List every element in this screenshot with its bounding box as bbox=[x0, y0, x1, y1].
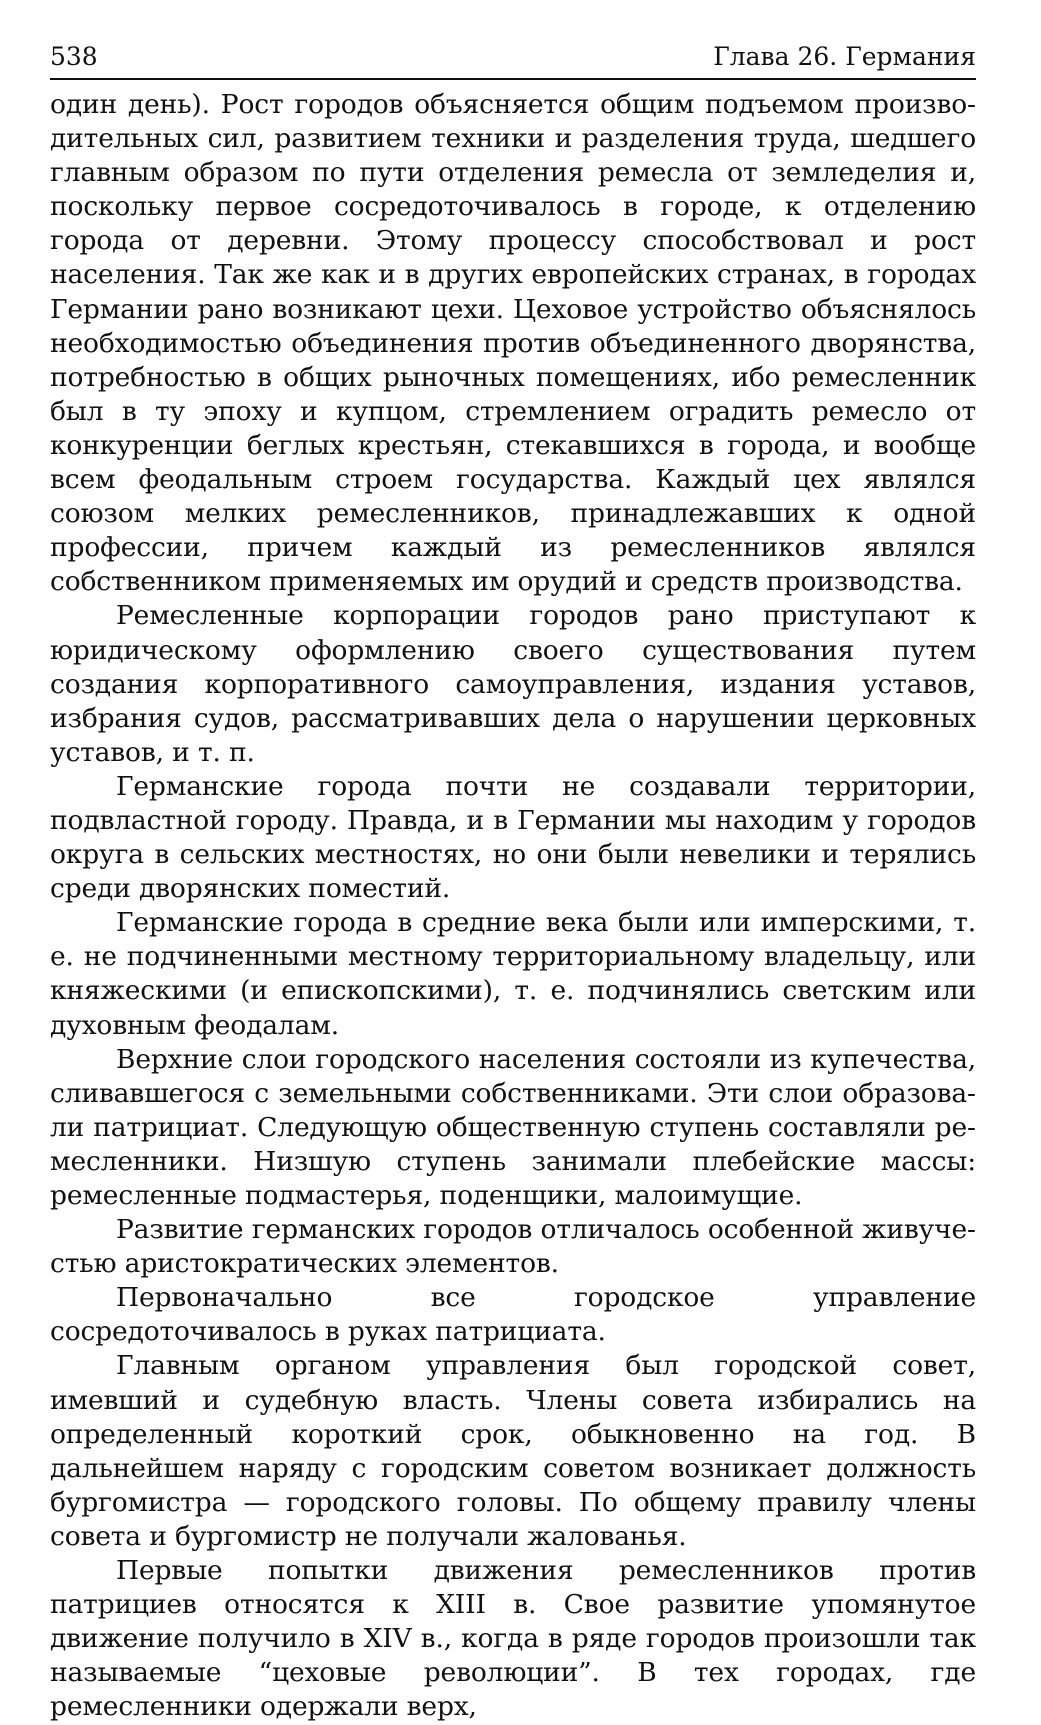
page-number: 538 bbox=[50, 42, 98, 71]
book-page bbox=[50, 40, 976, 1725]
paragraph: Развитие германских городов отличалось особенной живучестью аристократических элементов. bbox=[50, 1214, 976, 1280]
running-header bbox=[50, 40, 976, 80]
paragraph: Верхние слои городского населения состояли из купечества, сливавшегося с земельными собственниками. Эти слои образовали патрициат. Следующую общественную ступень составляли ремесленники. Низшую ступень занимали плебейские массы: ремесленные подмастерья, поденщики, малоимущие. bbox=[50, 1043, 976, 1211]
paragraph: Германские города в средние века были или имперскими, т. е. не подчиненными местному территориальному владельцу, или княжескими (и епископскими), т. е. подчинялись светским или духовным феодалам. bbox=[50, 907, 976, 1041]
paragraph: Первоначально все городское управление сосредоточивалось в руках патрициата. bbox=[50, 1282, 976, 1348]
body-text bbox=[50, 88, 976, 1725]
paragraph: один день). Рост городов объясняется общим подъемом производительных сил, развитием техники и разделения труда, шедшего главным образом по пути отделения ремесла от земледелия и, поскольку первое сосредоточивалось в городе, к отделению города от деревни. Этому процессу способствовал и рост населения. Так же как и в других европейских странах, в городах Германии рано возникают цехи. Цеховое устройство объяснялось необходимостью объединения против объединенного дворянства, потребностью в общих рыночных помещениях, ибо ремесленник был в ту эпоху и купцом, стремлением оградить ремесло от конкуренции беглых крестьян, стекавшихся в города, и вообще всем феодальным строем государства. Каждый цех являлся союзом мелких ремесленников, принадлежавших к одной профессии, причем каждый из ремесленников являлся собственником применяемых им орудий и средств производства. bbox=[50, 89, 976, 598]
chapter-title: Глава 26. Германия bbox=[713, 42, 976, 71]
paragraph: Первые попытки движения ремесленников против патрициев относятся к XIII в. Свое развитие упомянутое движение получило в XIV в., когда в ряде городов произошли так называемые “цеховые революции”. В тех городах, где ремесленники одержали верх, bbox=[50, 1555, 976, 1723]
paragraph: Ремесленные корпорации городов рано приступают к юридическому оформлению своего существования путем создания корпоративного самоуправления, издания уставов, избрания судов, рассматривавших дела о нарушении церковных уставов, и т. п. bbox=[50, 600, 976, 768]
paragraph: Главным органом управления был городской совет, имевший и судебную власть. Члены совета избирались на определенный короткий срок, обыкновенно на год. В дальнейшем наряду с городским советом возникает должность бургомистра — городского головы. По общему правилу члены совета и бургомистр не получали жалованья. bbox=[50, 1350, 976, 1552]
paragraph: Германские города почти не создавали территории, подвластной городу. Правда, и в Германии мы находим у городов округа в сельских местностях, но они были невелики и терялись среди дворянских поместий. bbox=[50, 770, 976, 905]
